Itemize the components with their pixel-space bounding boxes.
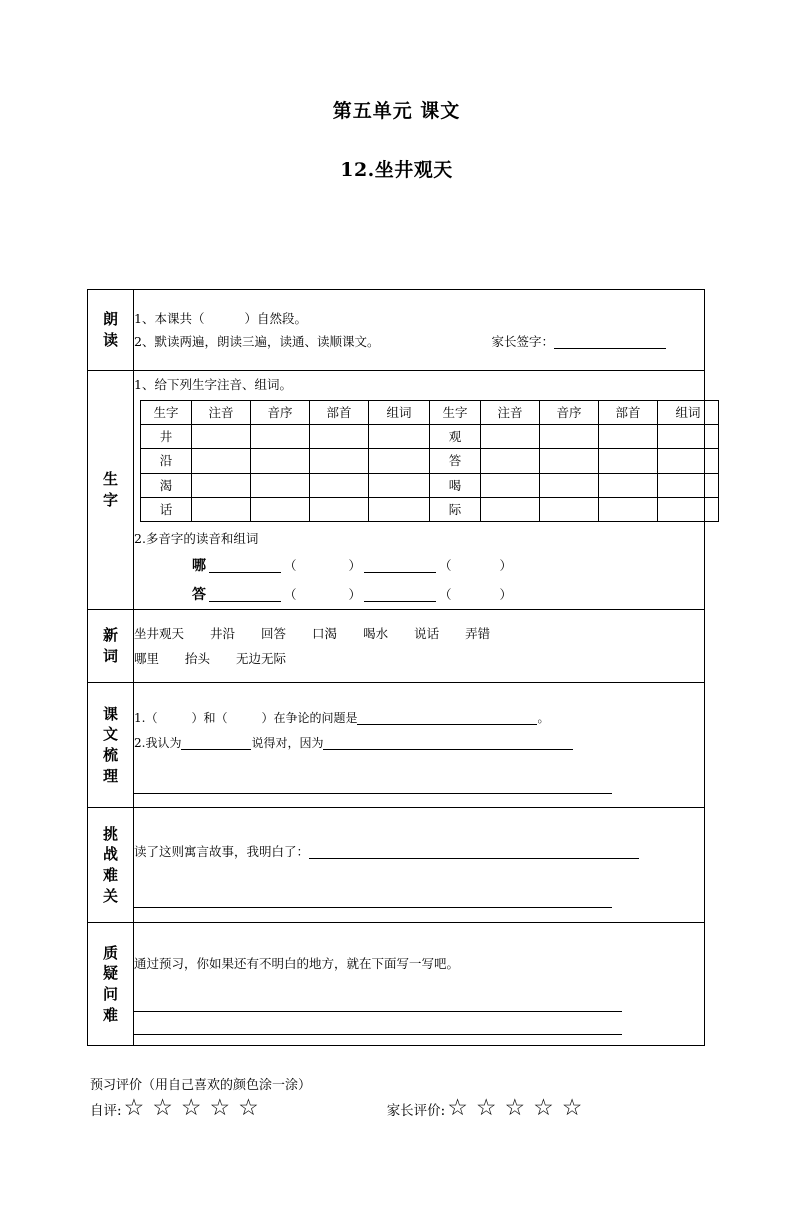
polyphone-char: 哪 — [192, 557, 206, 574]
parent-rating-stars[interactable] — [447, 1097, 590, 1120]
table-row — [141, 473, 719, 497]
label-char: 挑 — [102, 824, 118, 843]
label-char: 新 — [102, 626, 118, 645]
row-text-review — [88, 683, 705, 808]
worksheet-table — [87, 289, 705, 1046]
star-icon[interactable]: ☆ — [475, 1095, 497, 1121]
label-char: 理 — [102, 766, 118, 785]
q1-part2: ）和（ — [191, 711, 228, 726]
cell-reading-body — [134, 290, 705, 371]
row-label-new-words — [88, 610, 134, 683]
star-icon[interactable]: ☆ — [447, 1095, 468, 1121]
label-char: 读 — [102, 331, 118, 349]
challenge-prompt: 读了这则寓言故事，我明白了： — [134, 843, 310, 859]
polyphone-pinyin-blank[interactable] — [209, 601, 281, 602]
label-char: 词 — [102, 647, 118, 666]
answer-cell-bushou[interactable] — [310, 449, 369, 473]
character-practice-table — [140, 400, 719, 522]
col-header-zhuyin-right: 注音 — [481, 401, 540, 425]
word-item: 口渴 — [312, 626, 338, 642]
reading-item-1-suffix: ）自然段。 — [244, 310, 307, 326]
answer-cell-bushou[interactable] — [310, 473, 369, 497]
cell-text-review-body — [134, 683, 705, 808]
reading-item-2-text: 2、默读两遍，朗读三遍，读通、读顺课文。 — [134, 334, 380, 349]
cell-new-characters-body — [134, 371, 705, 610]
answer-cell-zuci[interactable] — [658, 425, 719, 449]
new-words-line-1 — [134, 621, 704, 646]
q1-part1: 1.（ — [134, 711, 158, 726]
row-label-challenge — [88, 808, 134, 923]
label-char: 课 — [102, 704, 118, 723]
star-icon[interactable]: ☆ — [504, 1095, 526, 1121]
character-cell: 答 — [430, 449, 481, 473]
label-char: 疑 — [102, 964, 118, 983]
row-label-reading — [88, 290, 134, 371]
word-item: 弄错 — [465, 626, 491, 642]
reading-item-2 — [134, 330, 704, 353]
reading-item-1-prefix: 1、本课共（ — [134, 310, 205, 326]
polyphone-pinyin-blank[interactable] — [364, 601, 436, 602]
evaluation-title: 预习评价（用自己喜欢的颜色涂一涂） — [90, 1078, 312, 1093]
answer-cell-zhuyin[interactable] — [192, 473, 251, 497]
table-row — [141, 449, 719, 473]
polyphone-row-1 — [192, 553, 704, 580]
q1-part3: ）在争论的问题是 — [261, 711, 358, 726]
q2-part1: 2.我认为 — [134, 736, 182, 751]
answer-cell-zhuyin[interactable] — [481, 425, 540, 449]
challenge-answer-blank[interactable] — [309, 858, 639, 859]
answer-cell-bushou[interactable] — [599, 473, 658, 497]
character-cell: 话 — [141, 497, 192, 521]
table-row — [141, 425, 719, 449]
label-char: 梳 — [102, 746, 118, 765]
word-item: 坐井观天 — [134, 626, 185, 642]
table-row — [141, 497, 719, 521]
row-questions — [88, 923, 705, 1046]
col-header-zhuyin-left: 注音 — [192, 401, 251, 425]
new-characters-task2: 2.多音字的读音和组词 — [134, 530, 259, 546]
polyphone-pinyin-blank[interactable] — [364, 572, 436, 573]
character-cell: 井 — [141, 425, 192, 449]
parent-signature-label: 家长签字： — [491, 334, 554, 349]
parent-signature-group — [491, 330, 666, 353]
answer-cell-yinxu[interactable] — [251, 449, 310, 473]
answer-cell-yinxu[interactable] — [251, 473, 310, 497]
lesson-title: 12.坐井观天 — [340, 159, 453, 181]
answer-cell-zhuyin[interactable] — [192, 425, 251, 449]
questions-prompt: 通过预习，你如果还有不明白的地方，就在下面写一写吧。 — [134, 955, 460, 971]
star-icon[interactable]: ☆ — [238, 1095, 259, 1121]
col-header-bushou-right: 部首 — [599, 401, 658, 425]
worksheet-page — [0, 96, 793, 1218]
row-new-characters — [88, 371, 705, 610]
word-item: 无边无际 — [236, 651, 287, 667]
answer-cell-yinxu[interactable] — [540, 473, 599, 497]
word-item: 抬头 — [185, 651, 211, 667]
page-title: 第五单元 课文 — [332, 100, 461, 122]
parent-rating-group — [387, 1097, 591, 1120]
word-item: 回答 — [261, 626, 287, 642]
star-icon[interactable]: ☆ — [561, 1095, 583, 1121]
row-new-words — [88, 610, 705, 683]
answer-cell-zhuyin[interactable] — [481, 449, 540, 473]
paren-open: （ — [439, 587, 452, 603]
col-header-bushou-left: 部首 — [310, 401, 369, 425]
paren-close: ） — [499, 587, 513, 603]
parent-rating-label: 家长评价: — [386, 1102, 446, 1119]
rating-row — [90, 1097, 710, 1120]
label-char: 字 — [102, 491, 118, 510]
answer-cell-zuci[interactable] — [369, 449, 430, 473]
star-icon[interactable]: ☆ — [123, 1095, 145, 1121]
col-header-zuci-right: 组词 — [658, 401, 719, 425]
answer-cell-yinxu[interactable] — [540, 449, 599, 473]
answer-cell-zuci[interactable] — [658, 497, 719, 521]
answer-cell-yinxu[interactable] — [540, 497, 599, 521]
new-words-line-2 — [134, 646, 704, 671]
polyphone-pinyin-blank[interactable] — [209, 572, 281, 573]
answer-cell-yinxu[interactable] — [251, 425, 310, 449]
word-item: 喝水 — [363, 626, 389, 642]
word-item: 井沿 — [210, 626, 236, 642]
evaluation-footer — [90, 1074, 710, 1120]
character-cell: 沿 — [141, 449, 192, 473]
star-icon[interactable]: ☆ — [180, 1095, 202, 1121]
questions-answer-line-2[interactable] — [134, 1012, 622, 1035]
label-char: 关 — [102, 886, 118, 905]
paren-open: （ — [284, 557, 297, 573]
row-reading — [88, 290, 705, 371]
challenge-extra-line — [134, 889, 704, 912]
col-header-zuci-left: 组词 — [369, 401, 430, 425]
challenge-prompt-line — [134, 840, 704, 863]
self-rating-group — [90, 1097, 267, 1120]
questions-answer-line-1[interactable] — [134, 989, 622, 1012]
paren-close: ） — [348, 587, 362, 603]
answer-cell-zuci[interactable] — [369, 425, 430, 449]
paren-open: （ — [439, 557, 452, 573]
col-header-shengzi-left: 生字 — [141, 401, 192, 425]
q2-blank-who[interactable] — [181, 749, 251, 750]
q2-answer-blank[interactable] — [323, 749, 573, 750]
text-review-question-2 — [134, 731, 704, 756]
q2-part2: 说得对，因为 — [251, 736, 324, 751]
polyphone-row-2 — [192, 582, 704, 609]
col-header-yinxu-right: 音序 — [540, 401, 599, 425]
parent-signature-blank[interactable] — [554, 348, 666, 349]
challenge-answer-blank-continued[interactable] — [134, 907, 612, 908]
paren-open: （ — [284, 587, 297, 603]
reading-item-1 — [134, 307, 704, 330]
answer-cell-zhuyin[interactable] — [481, 497, 540, 521]
word-item: 哪里 — [134, 651, 160, 667]
answer-cell-zhuyin[interactable] — [192, 497, 251, 521]
star-icon[interactable]: ☆ — [209, 1095, 231, 1121]
character-cell: 际 — [430, 497, 481, 521]
text-review-question-1 — [134, 706, 704, 731]
label-char: 文 — [102, 725, 118, 744]
label-char: 朗 — [102, 310, 118, 329]
polyphone-char: 答 — [192, 587, 206, 604]
col-header-yinxu-left: 音序 — [251, 401, 310, 425]
character-cell: 喝 — [430, 473, 481, 497]
label-char: 问 — [102, 985, 118, 1004]
answer-cell-zuci[interactable] — [658, 449, 719, 473]
col-header-shengzi-right: 生字 — [430, 401, 481, 425]
self-rating-label: 自评: — [90, 1102, 122, 1119]
q2-answer-blank-continued[interactable] — [134, 793, 612, 794]
label-char: 质 — [102, 943, 118, 962]
character-cell: 渴 — [141, 473, 192, 497]
star-icon[interactable]: ☆ — [152, 1095, 173, 1121]
answer-cell-zuci[interactable] — [658, 473, 719, 497]
q1-answer-blank[interactable] — [357, 724, 537, 725]
answer-cell-zuci[interactable] — [369, 473, 430, 497]
cell-new-words-body — [134, 610, 705, 683]
label-char: 战 — [102, 845, 118, 864]
answer-cell-yinxu[interactable] — [251, 497, 310, 521]
label-char: 难 — [102, 1005, 118, 1024]
character-cell: 观 — [430, 425, 481, 449]
cell-challenge-body — [134, 808, 705, 923]
answer-cell-yinxu[interactable] — [540, 425, 599, 449]
cell-questions-body — [134, 923, 705, 1046]
word-item: 说话 — [414, 626, 440, 642]
row-label-text-review — [88, 683, 134, 808]
paren-close: ） — [348, 557, 362, 573]
label-char: 难 — [102, 866, 118, 885]
star-icon[interactable]: ☆ — [533, 1095, 554, 1121]
q1-end-period: 。 — [537, 711, 550, 726]
text-review-extra-line — [134, 775, 704, 800]
answer-cell-bushou[interactable] — [599, 449, 658, 473]
answer-cell-bushou[interactable] — [599, 497, 658, 521]
answer-cell-zhuyin[interactable] — [481, 473, 540, 497]
label-char: 生 — [102, 470, 118, 489]
answer-cell-bushou[interactable] — [310, 425, 369, 449]
answer-cell-zhuyin[interactable] — [192, 449, 251, 473]
row-challenge — [88, 808, 705, 923]
answer-cell-bushou[interactable] — [310, 497, 369, 521]
row-label-new-characters — [88, 371, 134, 610]
answer-cell-bushou[interactable] — [599, 425, 658, 449]
row-label-questions — [88, 923, 134, 1046]
paren-close: ） — [499, 557, 513, 573]
new-characters-task1: 1、给下列生字注音、组词。 — [134, 377, 292, 392]
answer-cell-zuci[interactable] — [369, 497, 430, 521]
table-header-row — [141, 401, 719, 425]
self-rating-stars[interactable] — [124, 1097, 267, 1120]
